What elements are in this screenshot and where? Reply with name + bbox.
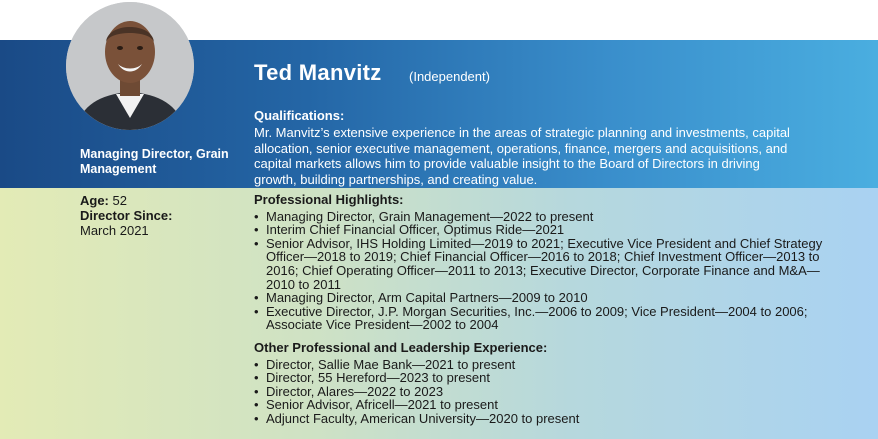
age-value: 52 bbox=[112, 193, 127, 208]
affiliation-label: (Independent) bbox=[409, 69, 490, 84]
list-item: • Senior Advisor, Africell—2021 to present bbox=[254, 398, 834, 412]
director-facts bbox=[80, 193, 240, 238]
list-item: • Director, 55 Hereford—2023 to present bbox=[254, 371, 834, 385]
list-item: • Adjunct Faculty, American University—2020 to present bbox=[254, 412, 834, 426]
list-item: • Director, Alares—2022 to 2023 bbox=[254, 385, 834, 399]
experience-content bbox=[254, 193, 834, 426]
age-row bbox=[80, 193, 240, 208]
age-label: Age: bbox=[80, 193, 109, 208]
list-item: • Managing Director, Arm Capital Partners—2009 to 2010 bbox=[254, 291, 834, 305]
list-item: • Senior Advisor, IHS Holding Limited—2019 to 2021; Executive Vice President and Chief Strategy Officer—2018 to 2019; Chief Financial Officer—2016 to 2018; Chief Investment Officer—2013 to 2016; Chief Operating Officer—2011 to 2013; Executive Director, Corporate Finance and M&A—2010 to 2011 bbox=[254, 237, 834, 291]
professional-highlights-heading: Professional Highlights: bbox=[254, 192, 404, 207]
qualifications-heading: Qualifications: bbox=[254, 108, 345, 123]
other-experience-list bbox=[254, 358, 834, 426]
list-item: • Executive Director, J.P. Morgan Securities, Inc.—2006 to 2009; Vice President—2004 to 2006; Associate Vice President—2002 to 2004 bbox=[254, 305, 834, 332]
director-since-label: Director Since: bbox=[80, 208, 173, 223]
list-item: • Director, Sallie Mae Bank—2021 to present bbox=[254, 358, 834, 372]
director-name: Ted Manvitz bbox=[254, 60, 382, 85]
list-item: • Managing Director, Grain Management—2022 to present bbox=[254, 210, 834, 224]
executive-title: Managing Director, Grain Management bbox=[80, 147, 229, 176]
portrait-photo bbox=[66, 2, 194, 130]
other-experience-heading: Other Professional and Leadership Experience: bbox=[254, 339, 548, 355]
director-since-value: March 2021 bbox=[80, 223, 149, 238]
qualifications-text: Mr. Manvitz’s extensive experience in the areas of strategic planning and investments, capital allocation, senior executive management, operations, finance, mergers and acquisitions, and capital markets allows him to provide valuable insight to the Board of Directors in driving growth, building partnerships, and creating value. bbox=[254, 125, 790, 187]
list-item: • Interim Chief Financial Officer, Optimus Ride—2021 bbox=[254, 223, 834, 237]
professional-highlights-list bbox=[254, 210, 834, 332]
